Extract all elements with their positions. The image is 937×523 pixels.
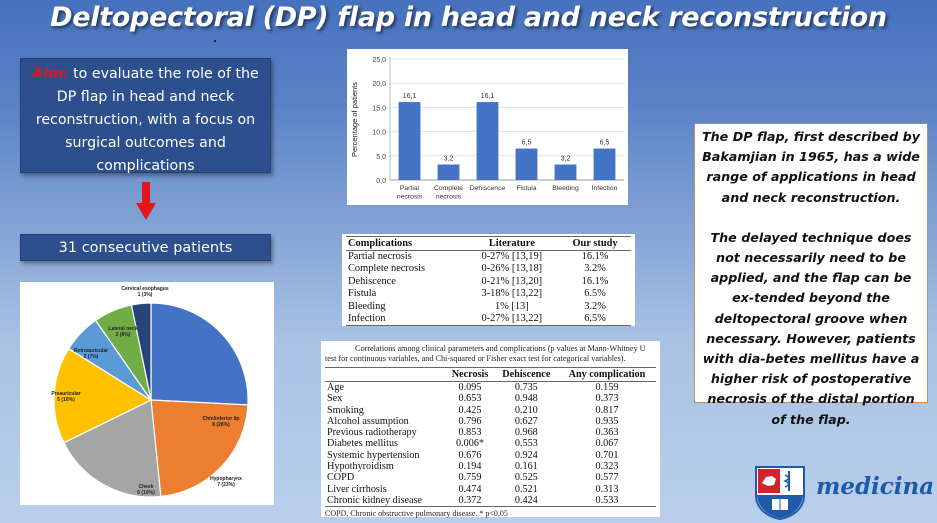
bar-chart-panel bbox=[347, 49, 628, 205]
logo-text: medicina bbox=[816, 473, 935, 500]
table-cell: Sex bbox=[327, 393, 343, 405]
table-row bbox=[346, 288, 631, 300]
pie-label: Retroauricular bbox=[73, 348, 109, 354]
coat-of-arms-icon bbox=[754, 465, 806, 520]
table-row bbox=[325, 438, 656, 449]
table-cell: Fistula bbox=[348, 288, 377, 300]
table-cell: 0.521 bbox=[514, 483, 538, 495]
bar bbox=[438, 165, 460, 180]
table-cell: 0.161 bbox=[514, 461, 538, 473]
col-header: Our study bbox=[559, 237, 631, 251]
table-row bbox=[325, 472, 656, 483]
table-cell: 0.796 bbox=[458, 415, 482, 427]
table-cell: 0.676 bbox=[458, 449, 482, 461]
table-cell: 3-18% [13,22] bbox=[481, 288, 543, 300]
table-cell: 0.159 bbox=[595, 382, 619, 393]
table-cell: 0.817 bbox=[595, 404, 619, 416]
table-cell: Hypothyroidism bbox=[327, 461, 394, 473]
pie-value-label: 5 (16%) bbox=[57, 397, 75, 403]
table-row bbox=[325, 484, 656, 495]
table-row bbox=[346, 276, 631, 288]
bar-value-label: 6,5 bbox=[521, 139, 532, 147]
table-cell: 0.924 bbox=[514, 449, 538, 461]
table-cell: 0.425 bbox=[458, 404, 482, 416]
table-cell: Complete necrosis bbox=[348, 263, 426, 275]
table-cell: 0.424 bbox=[514, 494, 538, 506]
table-cell: 16.1% bbox=[581, 275, 609, 287]
table-cell: 0.525 bbox=[514, 472, 538, 484]
table-cell: 0.067 bbox=[595, 438, 619, 450]
table-row bbox=[346, 251, 631, 264]
pie-label: Hypopharynx bbox=[210, 476, 242, 482]
table-row bbox=[346, 313, 631, 326]
table-cell: 0.735 bbox=[514, 382, 538, 393]
pie-label: Preauricular bbox=[51, 391, 81, 397]
table-cell: 0.627 bbox=[514, 415, 538, 427]
complications-table bbox=[346, 236, 631, 326]
bar bbox=[555, 165, 577, 180]
table-cell: 0-27% [13,19] bbox=[481, 251, 543, 262]
table-cell: Liver cirrhosis bbox=[327, 483, 387, 495]
down-arrow-icon bbox=[136, 182, 156, 220]
table-cell: 0.968 bbox=[514, 427, 538, 439]
bar-chart bbox=[347, 49, 628, 205]
table-cell: 0.948 bbox=[514, 393, 538, 405]
pie-label: Cheek bbox=[138, 484, 154, 490]
slide-title: Deltopectoral (DP) flap in head and neck reconstruction bbox=[50, 2, 887, 33]
description-box bbox=[694, 123, 928, 427]
correlation-table-panel bbox=[321, 341, 660, 517]
pie-value-label: 7 (23%) bbox=[217, 482, 235, 488]
table-cell: Chronic kidney disease bbox=[327, 494, 423, 506]
table-caption: Correlations among clinical parameters and complications (p values at Mann-Whitney U test for continuous variables, and Chi-squared or Fisher exact test for categorical variables). bbox=[325, 344, 646, 363]
complications-table-panel bbox=[342, 234, 635, 326]
table-cell: 0.313 bbox=[595, 483, 619, 495]
pie-label: Chin/inferior lip bbox=[202, 416, 240, 422]
aim-label: Aim: bbox=[32, 66, 69, 82]
table-cell: 0.653 bbox=[458, 393, 482, 405]
description-paragraph: The DP flap, first described by Bakamjian in 1965, has a wide range of applications in head and neck reconstruction. bbox=[701, 129, 920, 205]
table-cell: Bleeding bbox=[348, 300, 386, 312]
bar bbox=[594, 149, 616, 180]
y-tick-label: 25,0 bbox=[372, 57, 386, 64]
bar-value-label: 3,2 bbox=[443, 155, 454, 163]
y-tick-label: 5,0 bbox=[376, 153, 386, 161]
table-row bbox=[325, 416, 656, 427]
table-cell: Diabetes mellitus bbox=[327, 438, 399, 450]
col-header: Literature bbox=[465, 237, 560, 251]
description-paragraph: The delayed technique does not necessarily need to be applied, and the flap can be ex-tended beyond the deltopectoral groove when necessary. However, patients with dia-betes mellitus have a higher risk of postoperative necrosis of the distal portion of the flap. bbox=[702, 229, 920, 427]
x-tick-label: Complete bbox=[433, 185, 464, 192]
table-cell: Smoking bbox=[327, 404, 364, 416]
x-tick-label: necrosis bbox=[396, 193, 423, 201]
pie-label: Lateral neck bbox=[108, 326, 138, 332]
table-cell: 0.323 bbox=[595, 461, 619, 473]
x-tick-label: Dehiscence bbox=[469, 185, 506, 192]
patients-box: 31 consecutive patients bbox=[20, 234, 271, 261]
table-cell: Age bbox=[327, 382, 344, 393]
col-header: Any complication bbox=[558, 368, 656, 382]
table-cell: 0.553 bbox=[514, 438, 538, 450]
table-cell: Infection bbox=[348, 313, 386, 325]
table-row bbox=[346, 263, 631, 275]
table-cell: 6.5% bbox=[584, 288, 606, 300]
table-cell: Systemic hypertension bbox=[327, 449, 420, 461]
bar bbox=[399, 102, 421, 180]
table-row bbox=[346, 301, 631, 313]
y-tick-label: 15,0 bbox=[372, 105, 386, 113]
pie-chart bbox=[20, 282, 274, 505]
x-tick-label: Partial bbox=[399, 185, 420, 192]
table-cell: 0.701 bbox=[595, 449, 619, 461]
stray-dot bbox=[214, 40, 216, 42]
pie-label: Cervical esophagus bbox=[121, 286, 169, 292]
pie-value-label: 6 (19%) bbox=[137, 490, 155, 496]
table-cell: 0.759 bbox=[458, 472, 482, 484]
bar-value-label: 16,1 bbox=[402, 93, 417, 101]
table-cell: Alcohol assumption bbox=[327, 415, 409, 427]
table-cell: 0.095 bbox=[458, 382, 482, 393]
table-cell: 0.853 bbox=[458, 427, 482, 439]
table-cell: 0.935 bbox=[595, 415, 619, 427]
pie-value-label: 1 (3%) bbox=[137, 292, 153, 298]
table-cell: 0.474 bbox=[458, 483, 482, 495]
table-cell: 3.2% bbox=[584, 263, 606, 275]
table-cell: 0-27% [13,22] bbox=[481, 313, 543, 325]
medicina-logo bbox=[754, 465, 934, 520]
bar-value-label: 3,2 bbox=[560, 155, 571, 163]
x-tick-label: necrosis bbox=[435, 193, 462, 201]
table-cell: COPD bbox=[327, 472, 355, 484]
table-cell: 0.210 bbox=[514, 404, 538, 416]
table-cell: 0-26% [13,18] bbox=[481, 263, 543, 275]
table-cell: 0.006* bbox=[455, 438, 484, 450]
col-header: Dehiscence bbox=[495, 368, 558, 382]
table-row bbox=[325, 495, 656, 507]
y-tick-label: 20,0 bbox=[372, 81, 386, 89]
x-tick-label: Fistula bbox=[516, 185, 537, 192]
table-row bbox=[325, 405, 656, 416]
table-cell: 0.363 bbox=[595, 427, 619, 439]
table-cell: 0.533 bbox=[595, 494, 619, 506]
table-cell: 0.577 bbox=[595, 472, 619, 484]
x-tick-label: Bleeding bbox=[552, 185, 579, 192]
x-tick-label: Infection bbox=[591, 185, 618, 192]
table-cell: 3.2% bbox=[584, 300, 606, 312]
table-footnote: COPD, Chronic obstructive pulmonary disease. * p<0.05 bbox=[325, 509, 508, 519]
table-row bbox=[325, 382, 656, 394]
bar bbox=[516, 149, 538, 180]
bar bbox=[477, 102, 499, 180]
bar-value-label: 16,1 bbox=[480, 93, 495, 101]
y-axis-label: Percentage of patients bbox=[350, 81, 359, 158]
table-row bbox=[325, 427, 656, 438]
table-row bbox=[325, 393, 656, 404]
table-row bbox=[325, 461, 656, 472]
pie-slice bbox=[151, 303, 248, 405]
bar-value-label: 6,5 bbox=[599, 139, 610, 147]
table-cell: 1% [13] bbox=[494, 300, 529, 312]
col-header: Complications bbox=[346, 237, 465, 251]
table-row bbox=[325, 450, 656, 461]
table-cell: Partial necrosis bbox=[348, 251, 412, 262]
table-cell: 0.194 bbox=[458, 461, 482, 473]
pie-chart-panel bbox=[20, 282, 274, 505]
pie-value-label: 8 (26%) bbox=[212, 422, 230, 428]
correlation-table bbox=[325, 367, 656, 507]
col-header bbox=[325, 368, 445, 382]
pie-value-label: 2 (7%) bbox=[83, 354, 99, 360]
table-cell: 0-21% [13,20] bbox=[481, 275, 543, 287]
table-cell: 6.5% bbox=[584, 313, 606, 325]
table-cell: Dehiscence bbox=[348, 275, 396, 287]
y-tick-label: 0,0 bbox=[376, 178, 386, 185]
pie-value-label: 2 (6%) bbox=[115, 332, 131, 338]
col-header: Necrosis bbox=[445, 368, 494, 382]
table-cell: Previous radiotherapy bbox=[327, 427, 417, 439]
table-cell: 0.372 bbox=[458, 494, 482, 506]
aim-text: to evaluate the role of the DP flap in head and neck reconstruction, with a focus on surgical outcomes and complications bbox=[35, 66, 259, 174]
table-cell: 16.1% bbox=[581, 251, 609, 262]
table-cell: 0.373 bbox=[595, 393, 619, 405]
y-tick-label: 10,0 bbox=[372, 129, 386, 137]
aim-box bbox=[20, 58, 271, 173]
